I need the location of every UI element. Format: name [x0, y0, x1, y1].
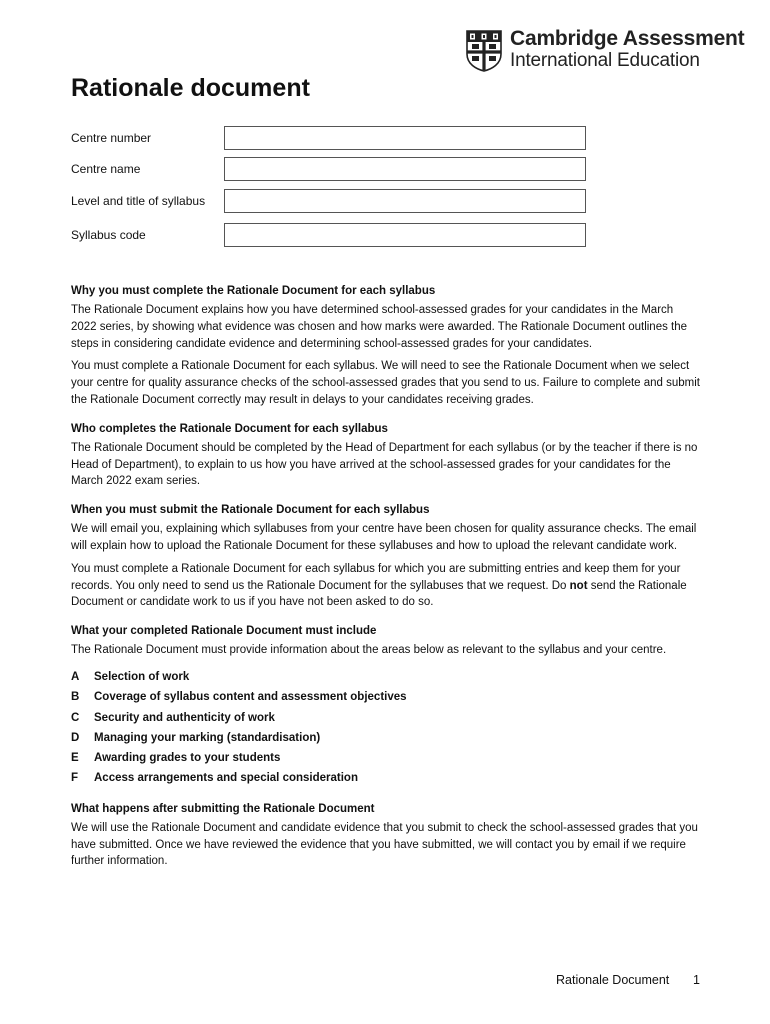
syllabus-code-label: Syllabus code: [71, 228, 146, 242]
centre-number-input[interactable]: [224, 126, 586, 150]
cambridge-logo: [466, 27, 745, 74]
paragraph: You must complete a Rationale Document for each syllabus. We will need to see the Rationale Document when we select your centre for quality assurance checks of the school-assessed grades that you send to us. Failure to complete and submit the Rationale Document correctly may result in delays to your candidates receiving grades.: [71, 360, 701, 406]
centre-name-row: [71, 157, 581, 183]
section-heading: Why you must complete the Rationale Document for each syllabus: [71, 285, 436, 297]
paragraph: We will email you, explaining which syllabuses from your centre have been chosen for quality assurance checks. The email will explain how to upload the Rationale Document for these syllabuses and how to upload the relevant candidate work.: [71, 523, 697, 552]
page-title: Rationale document: [71, 74, 310, 102]
list-text: Awarding grades to your students: [94, 752, 281, 765]
document-body: [71, 283, 701, 882]
section-why: [71, 283, 701, 409]
syllabus-title-row: [71, 189, 581, 215]
list-item: [71, 667, 701, 687]
centre-number-label: Centre number: [71, 131, 152, 145]
syllabus-code-input[interactable]: [224, 223, 586, 247]
paragraph: [71, 561, 701, 611]
list-text: Coverage of syllabus content and assessment objectives: [94, 691, 407, 704]
list-text: Selection of work: [94, 670, 190, 683]
paragraph: We will use the Rationale Document and candidate evidence that you submit to check the school-assessed grades that you have submitted. Once we have reviewed the evidence that you have submitted, we will contact you by email if we require further information.: [71, 821, 698, 868]
list-item: [71, 708, 701, 728]
list-item: [71, 687, 701, 707]
list-text: Security and authenticity of work: [94, 711, 275, 724]
list-item: [71, 748, 701, 768]
section-heading: When you must submit the Rationale Document for each syllabus: [71, 504, 430, 517]
list-text: Managing your marking (standardisation): [94, 731, 321, 744]
list-item: [71, 768, 701, 788]
section-heading: What happens after submitting the Rationale Document: [71, 802, 375, 815]
shield-crest-icon: [466, 30, 502, 72]
paragraph: The Rationale Document must provide information about the areas below as relevant to the syllabus and your centre.: [71, 644, 667, 657]
syllabus-title-label: Level and title of syllabus: [71, 194, 206, 208]
list-letter: A: [71, 670, 80, 683]
list-letter: C: [71, 711, 80, 724]
section-heading: What your completed Rationale Document must include: [71, 625, 377, 638]
centre-name-input[interactable]: [224, 157, 586, 181]
section-heading: Who completes the Rationale Document for each syllabus: [71, 422, 388, 435]
paragraph: The Rationale Document explains how you have determined school-assessed grades for your candidates in the March 2022 series, by showing what evidence was chosen and how marks were awarded. The Rationale Document outlines the steps in considering candidate evidence and determining school-assessed grades for your candidates.: [71, 304, 688, 350]
logo-line-1: Cambridge Assessment: [510, 27, 745, 50]
list-letter: F: [71, 772, 79, 785]
paragraph-text: send the Rationale Document or candidate work to us if you have not been asked to do so.: [71, 579, 687, 609]
paragraph-text: You must complete a Rationale Document for each syllabus for which you are submitting entries and keep them for your records. You only need to send us the Rationale Document for the syllabuses that we request.: [71, 562, 681, 592]
list-letter: E: [71, 752, 79, 765]
logo-line-2: International Education: [510, 50, 700, 71]
list-letter: D: [71, 731, 80, 744]
syllabus-title-input[interactable]: [224, 189, 586, 213]
paragraph-text: Do: [551, 579, 570, 592]
list-item: [71, 728, 701, 748]
section-who: [71, 421, 701, 490]
centre-number-row: [71, 126, 581, 152]
list-letter: B: [71, 691, 80, 704]
section-include: [71, 623, 701, 789]
centre-name-label: Centre name: [71, 162, 141, 176]
list-text: Access arrangements and special consideration: [94, 772, 358, 785]
section-after: [71, 801, 701, 870]
section-when: [71, 502, 701, 611]
footer-label: Rationale Document: [556, 973, 670, 987]
emphasis-not: not: [569, 579, 588, 592]
paragraph: The Rationale Document should be completed by the Head of Department for each syllabus (or by the teacher if there is no Head of Department), to explain to us how you have arrived at the school-assessed grades for your candidates for the March 2022 exam series.: [71, 441, 698, 488]
areas-list: [71, 667, 701, 789]
syllabus-code-row: [71, 223, 581, 249]
page-number: 1: [693, 973, 700, 987]
